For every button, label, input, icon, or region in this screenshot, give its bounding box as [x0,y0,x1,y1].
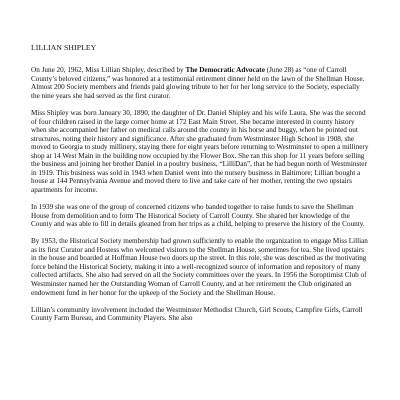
paragraph-curator-role: By 1953, the Historical Society membership had grown sufficiently to enable the organization to engage Miss Lillian as its first Curator and Hostess who welcomed visitors to the Shellman House, sometimes for tea. She lived upstairs in the house and boarded at Hoffman House two doors up the street. In this role, she was described as the motivating force behind the Historical Society, making it into a well-recognized source of information and repository of many collected artifacts. She also had served on all the Society committees over the years. In 1956 the Soroptimist Club of Westminster named her the Outstanding Woman of Carroll County, and at her retirement the Club originated an endowment fund in her honor for the upkeep of the Society and the Shellman House. [31,237,368,297]
newspaper-name: The Democratic Advocate [185,66,265,75]
paragraph-community-involvement: Lillian’s community involvement included the Westminster Methodist Church, Girl Scouts, Campfire Girls, Carroll County Farm Bureau, and Community Players. She also [31,305,363,323]
paragraph-retirement-dinner [31,66,370,100]
paragraph-society-founding: In 1939 she was one of the group of concerned citizens who banded together to raise funds to save the Shellman House from demolition and to form The Historical Society of Carroll County. She shared her knowledge of the County and was able to fill in details gleaned from her trips as a child, helping to preserve the history of the County. [31,203,365,229]
paragraph-text: (June 28) as “one of Carroll County’s beloved citizens,” was honored at a testimonial retirement dinner held on the lawn of the Shellman House. Almost 200 Society members and friends paid glowing tribute to her for her long service to the Society, especially the nine years she had served as the first curator. [31,66,365,100]
document-title: LILLIAN SHIPLEY [31,43,97,52]
paragraph-early-life: Miss Shipley was born January 30, 1890, the daughter of Dr. Daniel Shipley and his wife Laura. She was the second of four children raised in the large corner home at 172 East Main Street. She became interested in county history when she accompanied her father on medical calls around the county in his horse and buggy, when he pointed out structures, noting their history and significance. After she graduated from Westminster High School in 1908, she moved to Georgia to study millinery, staying there for eight years before returning to Westminster to open a millinery shop at 14 West Main in the building now occupied by the Flower Box. She ran this shop for 11 years before selling the business and joining her brother Daniel in a poultry business, “LilliDan”, that he had begun north of Westminster in 1919. This business was sold in 1943 when Daniel went into the nursery business in Baltimore; Lillian bought a house at 144 Pennsylvania Avenue and moved there to live and take care of her mother, renting the two upstairs apartments for income. [31,108,369,194]
paragraph-text: On June 20, 1962, Miss Lillian Shipley, described by [31,66,186,75]
